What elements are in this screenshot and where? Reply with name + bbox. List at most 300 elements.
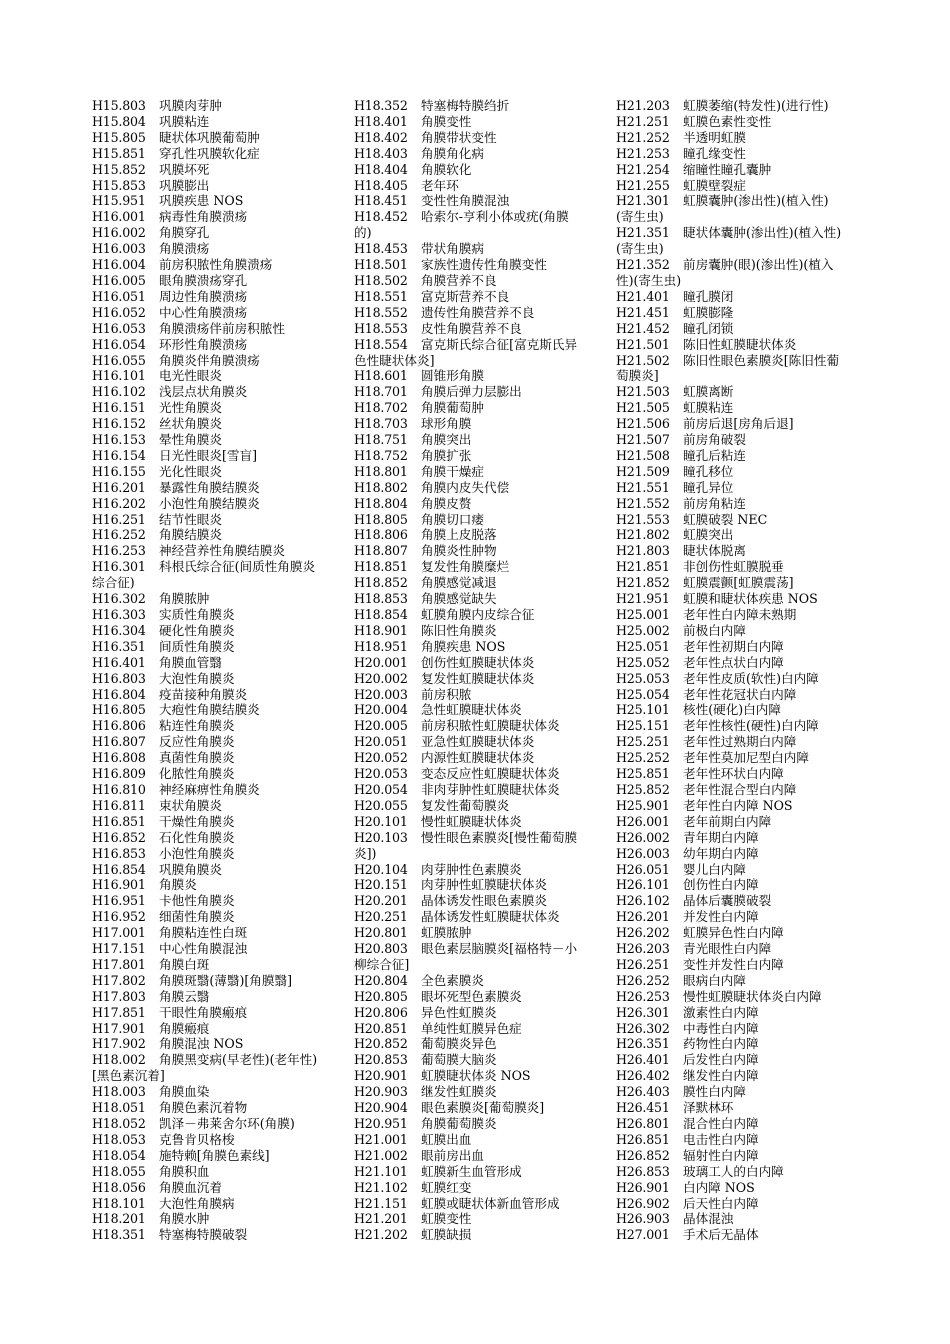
- diagnosis-code: H21.503: [616, 384, 670, 400]
- diagnosis-name: 化脓性角膜炎: [159, 766, 235, 782]
- code-entry: [616, 830, 871, 846]
- diagnosis-code: H21.951: [616, 591, 670, 607]
- diagnosis-name: 石化性角膜炎: [159, 829, 235, 845]
- diagnosis-code: H26.351: [616, 1036, 670, 1052]
- diagnosis-code: H18.054: [92, 1147, 146, 1163]
- diagnosis-code: H17.001: [92, 925, 146, 941]
- diagnosis-code: H15.951: [92, 193, 146, 209]
- diagnosis-name: 瞳孔膜闭: [683, 288, 734, 304]
- diagnosis-code: H20.051: [354, 734, 408, 750]
- diagnosis-code: H18.601: [354, 368, 408, 384]
- diagnosis-code: H20.803: [354, 941, 408, 957]
- diagnosis-code: H20.251: [354, 909, 408, 925]
- code-entry: [354, 162, 609, 178]
- diagnosis-name: 瞳孔闭锁: [683, 320, 734, 336]
- code-entry: [616, 1180, 871, 1196]
- diagnosis-name: 角膜营养不良: [421, 272, 497, 288]
- code-entry: [354, 734, 609, 750]
- code-entry: [616, 130, 871, 146]
- diagnosis-code: H16.808: [92, 750, 146, 766]
- diagnosis-code: H17.803: [92, 988, 146, 1004]
- diagnosis-code: H26.902: [616, 1195, 670, 1211]
- diagnosis-code: H16.807: [92, 734, 146, 750]
- diagnosis-name: 角膜混浊 NOS: [159, 1036, 244, 1052]
- code-entry: [92, 114, 347, 130]
- diagnosis-name: 老年前期白内障: [683, 813, 772, 829]
- diagnosis-code: H25.251: [616, 734, 670, 750]
- diagnosis-name: 角膜白斑: [159, 956, 210, 972]
- diagnosis-code: H26.852: [616, 1147, 670, 1163]
- diagnosis-code: H15.851: [92, 145, 146, 161]
- diagnosis-code: H16.852: [92, 829, 146, 845]
- code-entry: [354, 257, 609, 273]
- diagnosis-code: H26.252: [616, 972, 670, 988]
- diagnosis-name: 大泡性角膜病: [159, 1195, 235, 1211]
- diagnosis-name: 虹膜或睫状体新血管形成: [421, 1195, 560, 1211]
- diagnosis-name: 睫状体巩膜葡萄肿: [159, 129, 260, 145]
- diagnosis-code: H26.801: [616, 1116, 670, 1131]
- diagnosis-code: H16.154: [92, 447, 146, 463]
- diagnosis-code: H18.801: [354, 463, 408, 479]
- code-entry: [92, 973, 347, 989]
- code-entry: [354, 527, 609, 543]
- diagnosis-code: H20.804: [354, 972, 408, 988]
- code-entry: [354, 814, 609, 830]
- code-entry: [616, 862, 871, 878]
- code-entry: [616, 925, 871, 941]
- diagnosis-code: H18.053: [92, 1131, 146, 1147]
- diagnosis-code: H16.004: [92, 257, 146, 273]
- diagnosis-code: H16.052: [92, 304, 146, 320]
- code-entry: [354, 289, 609, 305]
- diagnosis-code: H16.005: [92, 272, 146, 288]
- diagnosis-code: H16.051: [92, 288, 146, 304]
- diagnosis-name: 虹膜萎缩(特发性)(进行性): [683, 98, 829, 113]
- code-entry: [92, 702, 347, 718]
- diagnosis-code: H17.902: [92, 1036, 146, 1052]
- diagnosis-name: 角膜粘连性白斑: [159, 925, 248, 941]
- diagnosis-name-continuation: 的): [354, 225, 372, 241]
- code-entry: [354, 146, 609, 162]
- code-entry: [616, 957, 871, 973]
- diagnosis-code: H27.001: [616, 1227, 670, 1243]
- diagnosis-name: 陈旧性虹膜睫状体炎: [683, 336, 797, 352]
- code-entry: [92, 591, 347, 607]
- diagnosis-code: H21.101: [354, 1163, 408, 1179]
- code-entry: [354, 496, 609, 512]
- diagnosis-name: 肉芽肿性虹膜睫状体炎: [421, 877, 547, 893]
- code-entry: [354, 671, 609, 687]
- code-entry: [354, 273, 609, 289]
- code-entry: [92, 734, 347, 750]
- diagnosis-name: 中毒性白内障: [683, 1020, 759, 1036]
- diagnosis-name: 角膜色素沉着物: [159, 1100, 248, 1116]
- diagnosis-code: H20.053: [354, 766, 408, 782]
- diagnosis-name: 角膜炎: [159, 877, 197, 893]
- code-entry: [92, 432, 347, 448]
- code-entry: [354, 464, 609, 480]
- diagnosis-code: H18.751: [354, 432, 408, 448]
- code-entry: [354, 1116, 609, 1132]
- code-entry: [354, 591, 609, 607]
- diagnosis-name: 创伤性白内障: [683, 877, 759, 893]
- diagnosis-code: H20.001: [354, 654, 408, 670]
- diagnosis-name: 半透明虹膜: [683, 129, 746, 145]
- diagnosis-name-continuation: 柳综合征]: [354, 956, 410, 972]
- diagnosis-name: 角膜感觉减退: [421, 575, 497, 591]
- diagnosis-code: H17.802: [92, 972, 146, 988]
- code-entry: [92, 480, 347, 496]
- diagnosis-name: 哈索尔-亨利小体或疣(角膜: [421, 209, 569, 225]
- code-entry: [616, 321, 871, 337]
- code-entry: [354, 1148, 609, 1164]
- code-entry: [354, 718, 609, 734]
- diagnosis-code: H18.451: [354, 193, 408, 209]
- diagnosis-name: 带状角膜病: [421, 241, 484, 257]
- code-entry: [616, 257, 871, 273]
- diagnosis-name: 激素性白内障: [683, 1004, 759, 1020]
- code-entry: [616, 702, 871, 718]
- code-entry: [92, 941, 347, 957]
- diagnosis-code: H21.301: [616, 193, 670, 209]
- diagnosis-code: H18.854: [354, 607, 408, 622]
- code-column-1: [92, 98, 347, 1243]
- code-entry: [354, 1211, 609, 1227]
- diagnosis-code: H18.851: [354, 559, 408, 575]
- diagnosis-code: H18.805: [354, 511, 408, 527]
- code-entry: [354, 337, 609, 353]
- diagnosis-name: 虹膜囊肿(渗出性)(植入性): [683, 193, 829, 209]
- code-entry: [92, 639, 347, 655]
- diagnosis-code: H18.502: [354, 272, 408, 288]
- diagnosis-name-continuation: 炎]): [354, 845, 377, 861]
- diagnosis-name: 光性角膜炎: [159, 400, 222, 416]
- diagnosis-code: H21.452: [616, 320, 670, 336]
- diagnosis-name: 虹膜和睫状体疾患 NOS: [683, 591, 818, 607]
- code-entry: [354, 1021, 609, 1037]
- code-entry: [92, 225, 347, 241]
- diagnosis-code: H21.254: [616, 161, 670, 177]
- diagnosis-name: 睫状体囊肿(渗出性)(植入性): [683, 225, 842, 241]
- diagnosis-name-continuation: 性)(寄生虫): [616, 272, 682, 288]
- diagnosis-name: 神经营养性角膜结膜炎: [159, 543, 285, 559]
- diagnosis-code: H26.102: [616, 893, 670, 909]
- code-entry: [616, 671, 871, 687]
- code-entry: [616, 337, 871, 353]
- diagnosis-code: H25.101: [616, 702, 670, 718]
- diagnosis-name: 中心性角膜溃疡: [159, 304, 248, 320]
- diagnosis-code: H16.102: [92, 384, 146, 400]
- diagnosis-name: 干燥性角膜炎: [159, 813, 235, 829]
- code-entry: [354, 1084, 609, 1100]
- diagnosis-name: 核性(硬化)白内障: [683, 702, 781, 718]
- diagnosis-code: H18.501: [354, 257, 408, 273]
- diagnosis-name: 晶体诱发性虹膜睫状体炎: [421, 909, 560, 925]
- diagnosis-code: H18.853: [354, 591, 408, 607]
- diagnosis-code: H16.003: [92, 241, 146, 257]
- diagnosis-name: 前极白内障: [683, 622, 746, 638]
- code-entry: [92, 957, 347, 973]
- diagnosis-name: 急性虹膜睫状体炎: [421, 702, 522, 718]
- diagnosis-name: 科根氏综合征(间质性角膜炎: [159, 559, 316, 575]
- diagnosis-name: 小泡性角膜炎: [159, 845, 235, 861]
- diagnosis-name: 虹膜睫状体炎 NOS: [421, 1068, 531, 1084]
- code-entry: [616, 877, 871, 893]
- code-entry: [354, 178, 609, 194]
- diagnosis-code: H16.804: [92, 686, 146, 702]
- diagnosis-code: H21.252: [616, 129, 670, 145]
- diagnosis-name: 虹膜角膜内皮综合征: [421, 607, 535, 622]
- code-entry: [354, 575, 609, 591]
- diagnosis-code: H21.151: [354, 1195, 408, 1211]
- diagnosis-code: H16.301: [92, 559, 146, 575]
- diagnosis-code: H26.003: [616, 845, 670, 861]
- diagnosis-code: H26.051: [616, 861, 670, 877]
- diagnosis-name-continuation: 萄膜炎]: [616, 368, 659, 384]
- diagnosis-code: H18.702: [354, 400, 408, 416]
- code-entry: [616, 1211, 871, 1227]
- code-entry: [92, 193, 347, 209]
- diagnosis-name: 病毒性角膜溃疡: [159, 209, 248, 225]
- diagnosis-code: H25.053: [616, 670, 670, 686]
- diagnosis-name: 角膜扩张: [421, 447, 472, 463]
- diagnosis-name: 手术后无晶体: [683, 1227, 759, 1243]
- code-entry: [92, 543, 347, 559]
- diagnosis-name: 家族性遗传性角膜变性: [421, 257, 547, 273]
- diagnosis-code: H16.202: [92, 495, 146, 511]
- diagnosis-code: H20.852: [354, 1036, 408, 1052]
- diagnosis-code: H20.901: [354, 1068, 408, 1084]
- diagnosis-name: 葡萄膜大脑炎: [421, 1052, 497, 1068]
- diagnosis-code: H16.810: [92, 781, 146, 797]
- code-entry: [92, 1084, 347, 1100]
- diagnosis-name: 丝状角膜炎: [159, 416, 222, 432]
- diagnosis-name: 前房积脓性角膜溃疡: [159, 257, 273, 273]
- code-entry: [354, 193, 609, 209]
- code-entry: [92, 1005, 347, 1021]
- code-entry: [92, 893, 347, 909]
- code-entry: [616, 98, 871, 114]
- code-entry: [92, 178, 347, 194]
- diagnosis-code: H16.251: [92, 511, 146, 527]
- diagnosis-code: H20.853: [354, 1052, 408, 1068]
- diagnosis-code: H21.001: [354, 1131, 408, 1147]
- diagnosis-code: H18.551: [354, 288, 408, 304]
- diagnosis-code: H21.352: [616, 257, 670, 273]
- diagnosis-name: 葡萄膜炎异色: [421, 1036, 497, 1052]
- diagnosis-code: H18.404: [354, 161, 408, 177]
- code-entry: [92, 1100, 347, 1116]
- code-entry: [354, 543, 609, 559]
- diagnosis-name: 角膜瘢痕: [159, 1020, 210, 1036]
- code-entry: [354, 384, 609, 400]
- diagnosis-name: 角膜葡萄肿: [421, 400, 484, 416]
- diagnosis-code: H18.405: [354, 177, 408, 193]
- code-entry: [92, 527, 347, 543]
- code-entry: [354, 607, 609, 623]
- code-entry: [616, 1148, 871, 1164]
- diagnosis-name: 角膜炎性肿物: [421, 543, 497, 559]
- diagnosis-name: 复发性葡萄膜炎: [421, 797, 510, 813]
- diagnosis-name: 角膜血管翳: [159, 654, 222, 670]
- diagnosis-name: 眼色素层脑膜炎[福格特－小: [421, 941, 578, 957]
- code-entry: [92, 607, 347, 623]
- diagnosis-code: H18.452: [354, 209, 408, 225]
- diagnosis-name: 皮性角膜营养不良: [421, 320, 522, 336]
- diagnosis-name: 晶体后囊膜破裂: [683, 893, 772, 909]
- code-entry: [616, 989, 871, 1005]
- code-entry: [354, 877, 609, 893]
- diagnosis-code: H20.851: [354, 1020, 408, 1036]
- code-entry: [354, 1164, 609, 1180]
- code-entry: [616, 1100, 871, 1116]
- diagnosis-code: H18.951: [354, 638, 408, 654]
- code-entry: [616, 162, 871, 178]
- code-entry: [354, 512, 609, 528]
- code-entry: [616, 146, 871, 162]
- code-entry: [92, 464, 347, 480]
- diagnosis-name: 陈旧性眼色素膜炎[陈旧性葡: [683, 352, 840, 368]
- diagnosis-code: H21.552: [616, 495, 670, 511]
- code-entry: [354, 623, 609, 639]
- code-entry: [354, 432, 609, 448]
- diagnosis-name: 日光性眼炎[雪盲]: [159, 447, 257, 463]
- code-entry: [92, 1132, 347, 1148]
- diagnosis-code: H25.252: [616, 750, 670, 766]
- diagnosis-name: 虹膜红变: [421, 1179, 472, 1195]
- diagnosis-name: 中心性角膜混浊: [159, 941, 248, 957]
- diagnosis-name: 球形角膜: [421, 416, 472, 432]
- code-column-3: [616, 98, 871, 1243]
- code-entry: [92, 798, 347, 814]
- code-entry: [354, 893, 609, 909]
- diagnosis-name: 反应性角膜炎: [159, 734, 235, 750]
- code-entry: [92, 337, 347, 353]
- diagnosis-code: H18.703: [354, 416, 408, 432]
- code-entry: [354, 209, 609, 225]
- diagnosis-code: H18.051: [92, 1100, 146, 1116]
- diagnosis-code: H18.056: [92, 1179, 146, 1195]
- diagnosis-name: 瞳孔移位: [683, 463, 734, 479]
- diagnosis-name: 虹膜新生血管形成: [421, 1163, 522, 1179]
- diagnosis-code: H18.553: [354, 320, 408, 336]
- diagnosis-name: 创伤性虹膜睫状体炎: [421, 654, 535, 670]
- diagnosis-code: H16.001: [92, 209, 146, 225]
- diagnosis-code: H16.811: [92, 797, 146, 813]
- diagnosis-code: H26.301: [616, 1004, 670, 1020]
- code-entry: [92, 209, 347, 225]
- diagnosis-name: 角膜感觉缺失: [421, 591, 497, 607]
- code-entry: [354, 1100, 609, 1116]
- diagnosis-name: 继发性虹膜炎: [421, 1084, 497, 1100]
- diagnosis-code: H16.951: [92, 893, 146, 909]
- diagnosis-name: 角膜干燥症: [421, 463, 484, 479]
- diagnosis-code: H20.151: [354, 877, 408, 893]
- diagnosis-name: 硬化性角膜炎: [159, 622, 235, 638]
- diagnosis-code: H21.451: [616, 304, 670, 320]
- code-entry: [92, 830, 347, 846]
- diagnosis-name: 缩瞳性瞳孔囊肿: [683, 161, 772, 177]
- code-entry: [354, 989, 609, 1005]
- diagnosis-name: 后天性白内障: [683, 1195, 759, 1211]
- diagnosis-code: H20.805: [354, 988, 408, 1004]
- diagnosis-name: 继发性白内障: [683, 1068, 759, 1084]
- code-entry: [92, 273, 347, 289]
- diagnosis-name: 青年期白内障: [683, 829, 759, 845]
- diagnosis-name: 大泡性角膜炎: [159, 670, 235, 686]
- diagnosis-code: H21.201: [354, 1211, 408, 1227]
- diagnosis-name: 前房积脓: [421, 686, 472, 702]
- diagnosis-name: 虹膜膨隆: [683, 304, 734, 320]
- diagnosis-name: 慢性眼色素膜炎[慢性葡萄膜: [421, 829, 578, 845]
- diagnosis-name-continuation: 色性睫状体炎]: [354, 352, 435, 368]
- code-entry: [616, 114, 871, 130]
- diagnosis-code: H21.502: [616, 352, 670, 368]
- diagnosis-code: H16.002: [92, 225, 146, 241]
- code-entry: [92, 305, 347, 321]
- diagnosis-code: H25.851: [616, 766, 670, 782]
- code-entry: [354, 687, 609, 703]
- diagnosis-name: 陈旧性角膜炎: [421, 622, 497, 638]
- diagnosis-name: 药物性白内障: [683, 1036, 759, 1052]
- code-entry: [616, 1196, 871, 1212]
- diagnosis-code: H21.401: [616, 288, 670, 304]
- diagnosis-name: 角膜变性: [421, 113, 472, 129]
- code-entry: [92, 1116, 347, 1132]
- code-entry: [616, 1227, 871, 1243]
- code-entry: [616, 639, 871, 655]
- diagnosis-name: 角膜疾患 NOS: [421, 638, 506, 654]
- diagnosis-name: 异色性虹膜炎: [421, 1004, 497, 1020]
- code-entry: [92, 1180, 347, 1196]
- code-entry: [616, 1084, 871, 1100]
- code-entry: [92, 862, 347, 878]
- code-entry: [92, 1036, 347, 1052]
- diagnosis-name: 间质性角膜炎: [159, 638, 235, 654]
- diagnosis-name: 虹膜粘连: [683, 400, 734, 416]
- diagnosis-code: H20.806: [354, 1004, 408, 1020]
- diagnosis-code: H21.509: [616, 463, 670, 479]
- diagnosis-name: 眼角膜溃疡穿孔: [159, 272, 248, 288]
- diagnosis-code: H17.901: [92, 1020, 146, 1036]
- diagnosis-name: 富克斯氏综合征[富克斯氏异: [421, 336, 578, 352]
- diagnosis-code: H18.453: [354, 241, 408, 257]
- code-entry: [92, 353, 347, 369]
- code-entry: [354, 321, 609, 337]
- diagnosis-name: 角膜带状变性: [421, 129, 497, 145]
- diagnosis-code: H21.553: [616, 511, 670, 527]
- diagnosis-name: 变态反应性虹膜睫状体炎: [421, 766, 560, 782]
- code-entry: [354, 559, 609, 575]
- diagnosis-code: H18.701: [354, 384, 408, 400]
- diagnosis-name: 角膜黑变病(早老性)(老年性): [159, 1052, 318, 1068]
- code-entry: [92, 671, 347, 687]
- code-entry: [616, 591, 871, 607]
- diagnosis-name: 浅层点状角膜炎: [159, 384, 248, 400]
- code-entry: [354, 782, 609, 798]
- diagnosis-name: 变性性角膜混浊: [421, 193, 510, 209]
- code-entry: [92, 1164, 347, 1180]
- diagnosis-code: H26.201: [616, 909, 670, 925]
- code-entry: [92, 448, 347, 464]
- diagnosis-code: H25.051: [616, 638, 670, 654]
- diagnosis-code: H18.052: [92, 1116, 146, 1131]
- diagnosis-name: 老年性过熟期白内障: [683, 734, 797, 750]
- diagnosis-code: H20.052: [354, 750, 408, 766]
- diagnosis-code: H16.201: [92, 479, 146, 495]
- diagnosis-code: H21.508: [616, 447, 670, 463]
- diagnosis-name: 真菌性角膜炎: [159, 750, 235, 766]
